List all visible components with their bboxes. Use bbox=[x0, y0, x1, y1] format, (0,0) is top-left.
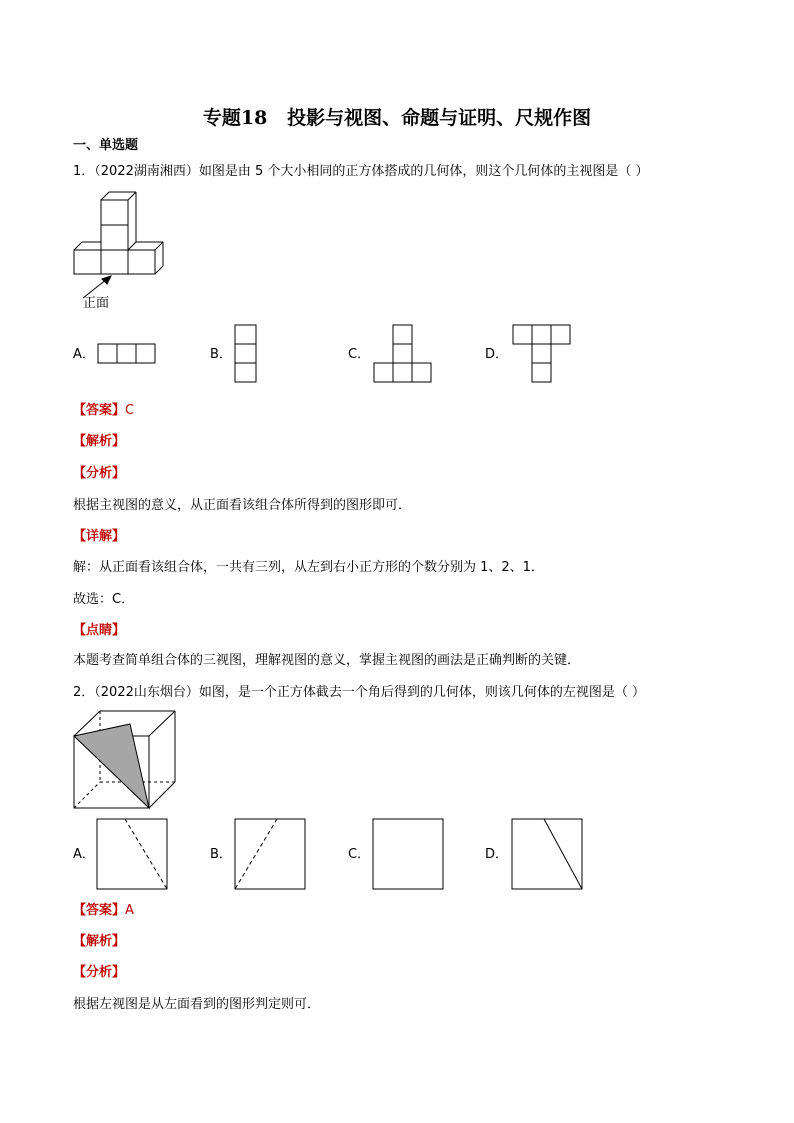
front-label: 正面 bbox=[83, 296, 110, 311]
section-heading: 一、单选题 bbox=[73, 138, 139, 153]
dianjing-text: 本题考查简单组合体的三视图，理解视图的意义，掌握主视图的画法是正确判断的关键． bbox=[73, 653, 581, 668]
answer-value: C bbox=[125, 403, 135, 418]
q2-option-a-figure bbox=[97, 819, 169, 891]
q1-option-a-figure bbox=[98, 344, 158, 366]
option-a-label: A． bbox=[73, 347, 95, 362]
option-b-label: B． bbox=[210, 347, 232, 362]
q1-figure-cubes bbox=[73, 190, 168, 310]
q1-stem: 1．（2022湖南湘西）如图是由 5 个大小相同的正方体搭成的几何体，则这个几何体的主视图是（ ） bbox=[73, 164, 649, 179]
q1-option-d-figure bbox=[513, 325, 573, 385]
q2-option-c-figure bbox=[373, 819, 445, 891]
choice-text: 故选：C． bbox=[73, 592, 135, 607]
fenxi-tag: 【分析】 bbox=[73, 466, 126, 481]
analysis-tag: 【解析】 bbox=[73, 434, 126, 449]
q2-option-d-label: D． bbox=[485, 847, 509, 862]
q2-figure-cut-cube bbox=[73, 710, 178, 810]
xiangjie-tag: 【详解】 bbox=[73, 529, 126, 544]
q2-analysis-tag: 【解析】 bbox=[73, 934, 126, 949]
q2-fenxi-text: 根据左视图是从左面看到的图形判定则可． bbox=[73, 997, 321, 1012]
dianjing-tag: 【点睛】 bbox=[73, 623, 126, 638]
option-d-label: D． bbox=[485, 347, 509, 362]
q2-fenxi-tag: 【分析】 bbox=[73, 965, 126, 980]
answer-tag: 【答案】 bbox=[73, 403, 126, 418]
q1-option-c-figure bbox=[374, 325, 434, 385]
q2-option-b-figure bbox=[235, 819, 307, 891]
q1-option-b-figure bbox=[235, 325, 257, 385]
q2-answer-value: A bbox=[125, 903, 134, 918]
q2-option-d-figure bbox=[512, 819, 584, 891]
q2-option-a-label: A． bbox=[73, 847, 95, 862]
q2-option-c-label: C． bbox=[348, 847, 371, 862]
q2-option-b-label: B． bbox=[210, 847, 232, 862]
option-c-label: C． bbox=[348, 347, 371, 362]
q1-answer-line bbox=[73, 402, 134, 420]
q2-answer-line bbox=[73, 902, 134, 920]
page-title: 专题18 投影与视图、命题与证明、尺规作图 bbox=[202, 107, 592, 129]
xiangjie-text: 解：从正面看该组合体，一共有三列，从左到右小正方形的个数分别为 1、2、1． bbox=[73, 560, 544, 575]
q2-answer-tag: 【答案】 bbox=[73, 903, 126, 918]
fenxi-text: 根据主视图的意义，从正面看该组合体所得到的图形即可． bbox=[73, 498, 412, 513]
q2-stem: 2．（2022山东烟台）如图，是一个正方体截去一个角后得到的几何体，则该几何体的左视图是（ ） bbox=[73, 685, 645, 700]
